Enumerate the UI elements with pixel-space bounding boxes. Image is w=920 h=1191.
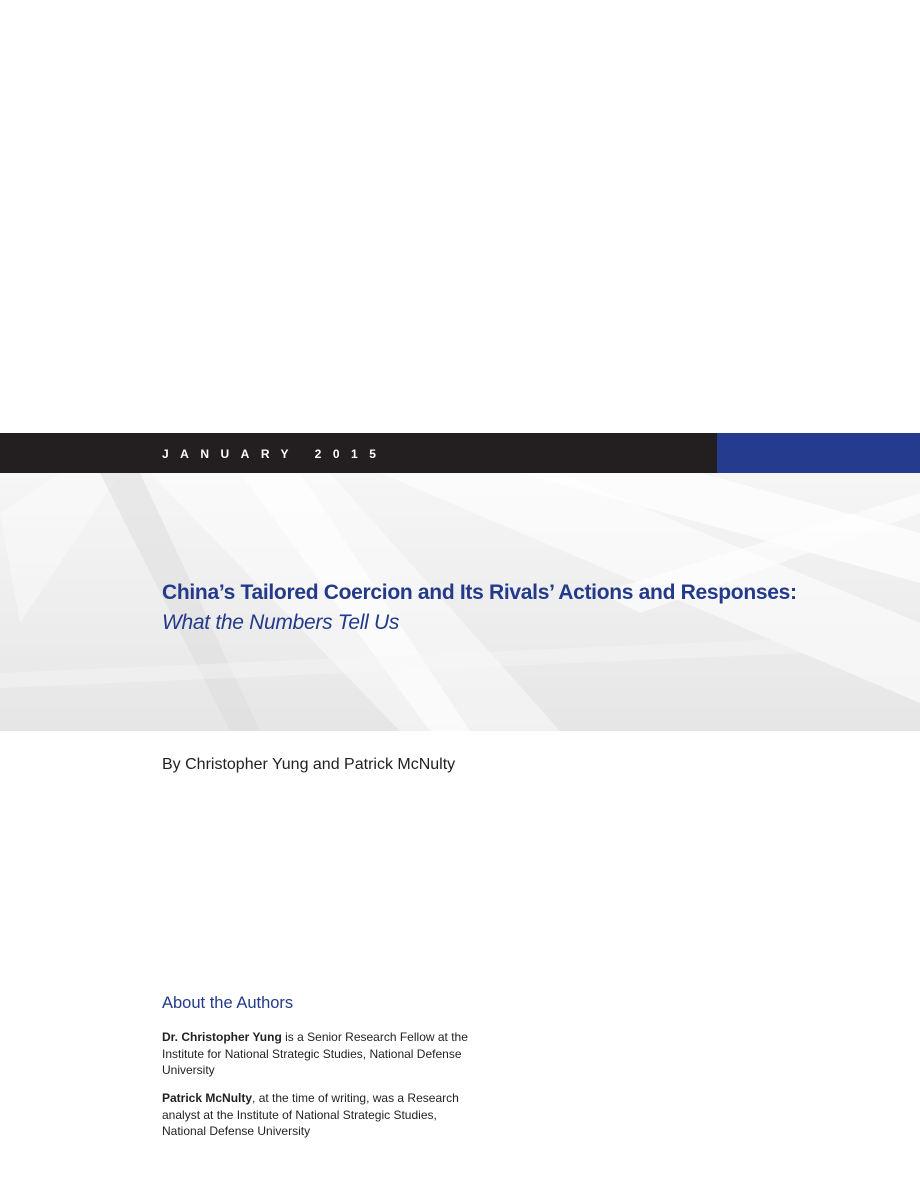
author-name: Dr. Christopher Yung	[162, 1030, 282, 1044]
about-authors-heading: About the Authors	[162, 994, 294, 1012]
author-bio	[162, 1029, 472, 1079]
date-band-accent	[717, 433, 920, 473]
author-bio	[162, 1090, 472, 1140]
author-description: is a Senior Research Fellow at the Institute for National Strategic Studies, National Defense University	[162, 1030, 468, 1078]
report-title: China’s Tailored Coercion and Its Rivals’ Actions and Responses:	[162, 581, 797, 604]
report-subtitle: What the Numbers Tell Us	[162, 611, 400, 634]
publication-date: JANUARY 2015	[162, 447, 388, 461]
byline: By Christopher Yung and Patrick McNulty	[162, 756, 456, 773]
author-name: Patrick McNulty	[162, 1091, 253, 1105]
author-description: , at the time of writing, was a Research analyst at the Institute of National Strategic Studies, National Defense University	[162, 1091, 459, 1139]
